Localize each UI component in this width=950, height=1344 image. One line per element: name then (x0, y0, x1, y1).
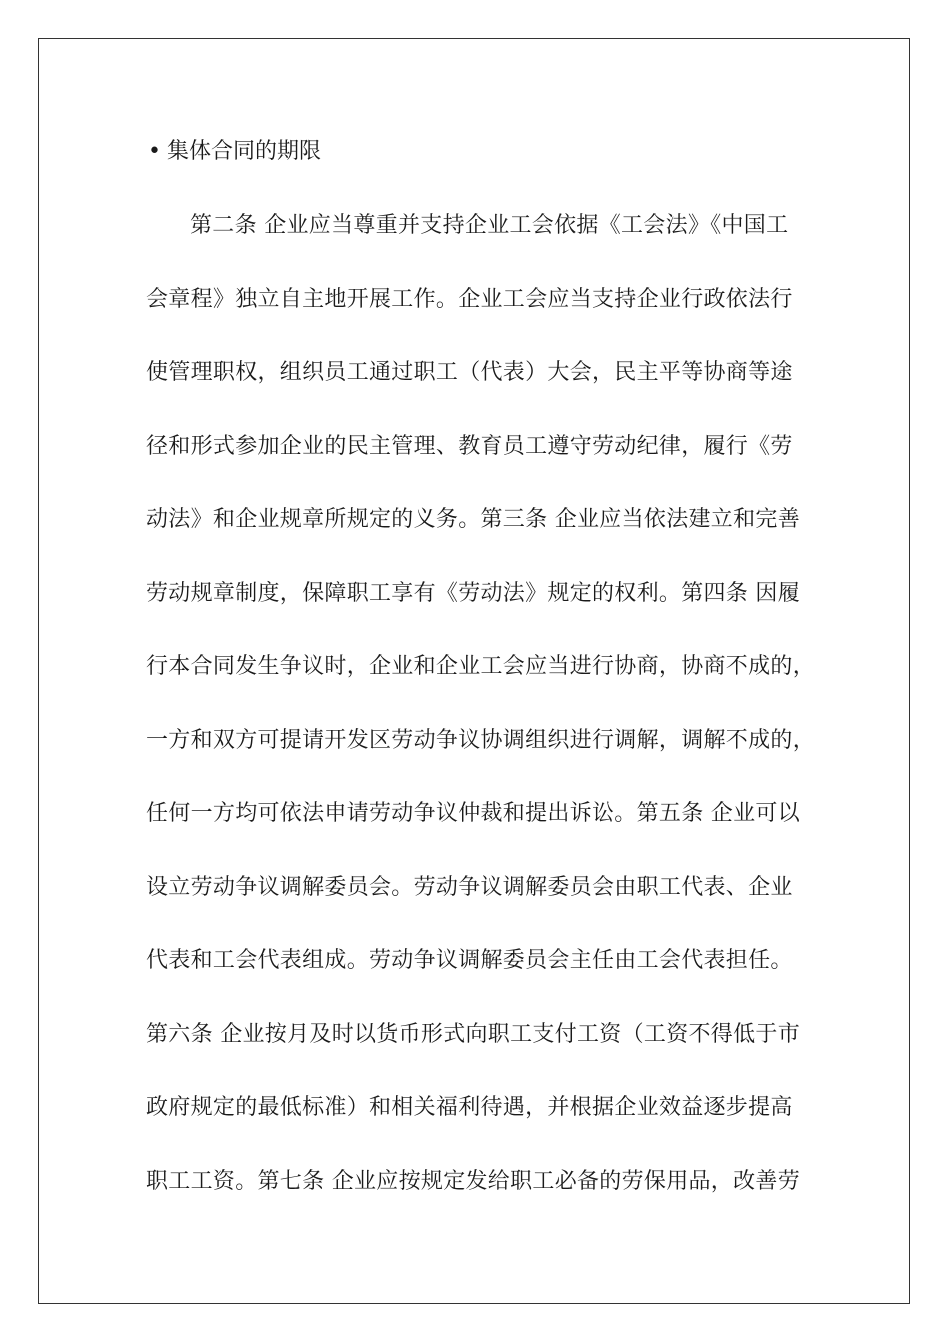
text-line: 任何一方均可依法申请劳动争议仲裁和提出诉讼。第五条 企业可以 (146, 801, 800, 826)
text-line: 一方和双方可提请开发区劳动争议协调组织进行调解，调解不成的， (146, 727, 816, 753)
text-line: 第六条 企业按月及时以货币形式向职工支付工资（工资不得低于市 (146, 1021, 800, 1047)
text-line: 设立劳动争议调解委员会。劳动争议调解委员会由职工代表、企业 (146, 874, 793, 900)
text-line: 职工工资。第七条 企业应按规定发给职工必备的劳保用品，改善劳 (146, 1168, 800, 1194)
section-heading-text: 集体合同的期限 (166, 139, 321, 164)
section-heading (148, 136, 321, 168)
body-text (146, 210, 816, 1239)
text-line: 政府规定的最低标准）和相关福利待遇，并根据企业效益逐步提高 (146, 1095, 793, 1120)
text-line: 会章程》独立自主地开展工作。企业工会应当支持企业行政依法行 (146, 286, 793, 312)
text-line: 动法》和企业规章所规定的义务。第三条 企业应当依法建立和完善 (146, 507, 800, 532)
text-line: 第二条 企业应当尊重并支持企业工会依据《工会法》《中国工 (190, 213, 789, 238)
text-line: 劳动规章制度，保障职工享有《劳动法》规定的权利。第四条 因履 (146, 580, 800, 606)
bullet-marker: • (148, 139, 161, 164)
text-line: 行本合同发生争议时，企业和企业工会应当进行协商，协商不成的， (146, 654, 816, 679)
text-line: 径和形式参加企业的民主管理、教育员工遵守劳动纪律，履行《劳 (146, 433, 793, 459)
text-line: 使管理职权，组织员工通过职工（代表）大会，民主平等协商等途 (146, 360, 793, 385)
text-line: 代表和工会代表组成。劳动争议调解委员会主任由工会代表担任。 (146, 948, 793, 973)
